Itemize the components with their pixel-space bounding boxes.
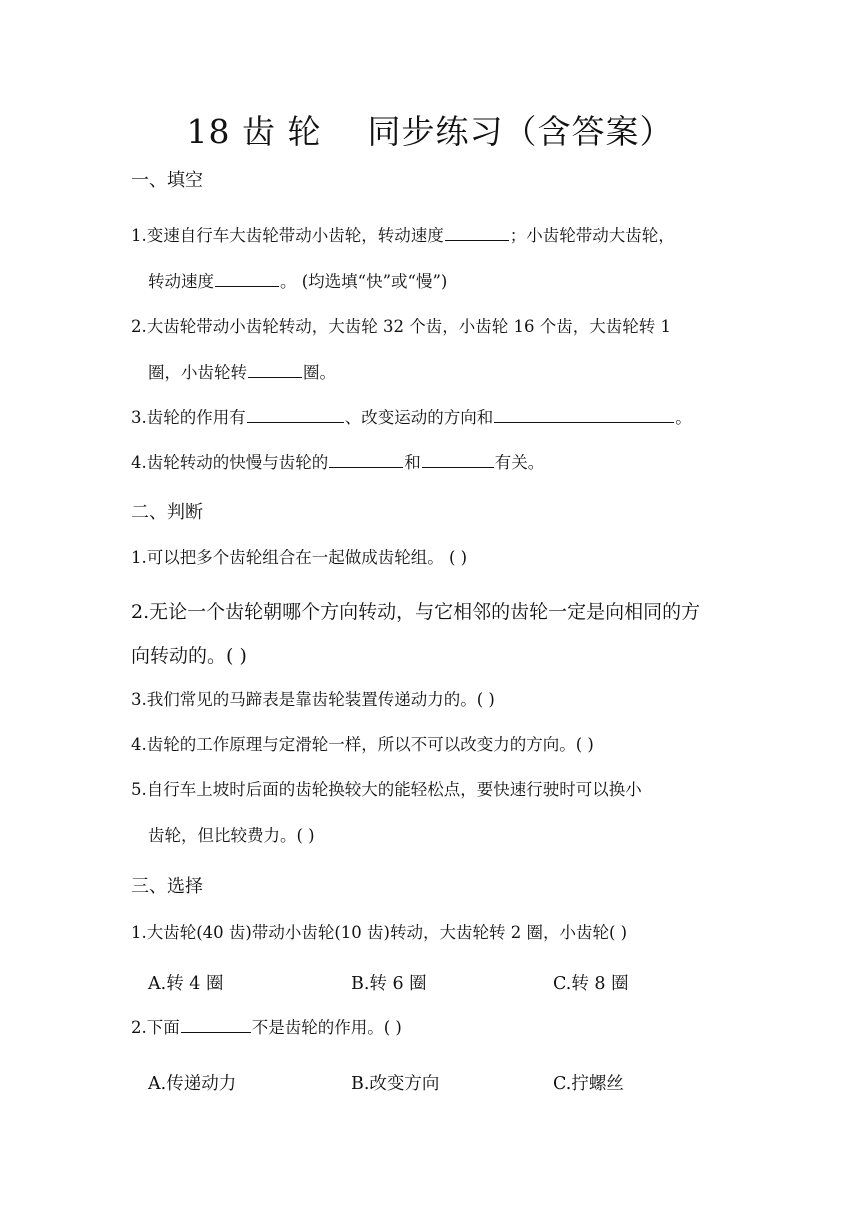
question-text: 圈，小齿轮转 (148, 363, 247, 382)
choice-question-2 (131, 1016, 402, 1040)
judge-question-3: 3.我们常见的马蹄表是靠齿轮装置传递动力的。( ) (131, 690, 495, 709)
question-text: ；小齿轮带动大齿轮， (509, 226, 675, 245)
question-text: 转动速度 (148, 272, 214, 291)
fill-question-3 (131, 406, 692, 430)
answer-blank (247, 406, 344, 423)
question-text: 。 (均选填“快”或“慢”) (280, 272, 448, 291)
question-text: 有关。 (494, 453, 545, 472)
question-text: 不是齿轮的作用。( ) (251, 1018, 402, 1037)
choice-2-option-a: A.传递动力 (148, 1074, 237, 1094)
choice-2-option-b: B.改变方向 (351, 1074, 440, 1094)
answer-blank (329, 451, 403, 468)
fill-question-1-line-1 (131, 224, 675, 248)
page-title: 18 齿 轮 同步练习（含答案） (186, 112, 674, 151)
question-text: 1.变速自行车大齿轮带动小齿轮，转动速度 (131, 226, 444, 245)
question-text: 。 (675, 408, 692, 427)
answer-blank (181, 1016, 251, 1033)
judge-question-1: 1.可以把多个齿轮组合在一起做成齿轮组。 ( ) (131, 548, 468, 567)
section-heading-judge: 二、判断 (131, 502, 203, 523)
section-heading-choice: 三、选择 (131, 876, 203, 897)
judge-question-2-line-1: 2.无论一个齿轮朝哪个方向转动，与它相邻的齿轮一定是向相同的方 (131, 601, 701, 623)
answer-blank (215, 270, 279, 287)
fill-question-2-line-1: 2.大齿轮带动小齿轮转动，大齿轮 32 个齿，小齿轮 16 个齿，大齿轮转 1 (131, 317, 671, 336)
answer-blank (494, 406, 674, 423)
answer-blank (248, 361, 302, 378)
choice-question-1: 1.大齿轮(40 齿)带动小齿轮(10 齿)转动，大齿轮转 2 圈，小齿轮( ) (131, 923, 628, 942)
section-heading-fill: 一、填空 (131, 170, 203, 191)
judge-question-5-line-2: 齿轮，但比较费力。( ) (148, 826, 315, 845)
choice-1-option-c: C.转 8 圈 (553, 974, 629, 994)
judge-question-4: 4.齿轮的工作原理与定滑轮一样，所以不可以改变力的方向。( ) (131, 735, 594, 754)
judge-question-5-line-1: 5.自行车上坡时后面的齿轮换较大的能轻松点，要快速行驶时可以换小 (131, 780, 642, 799)
question-text: 3.齿轮的作用有 (131, 408, 246, 427)
question-text: 2.下面 (131, 1018, 180, 1037)
question-text: 圈。 (303, 363, 336, 382)
fill-question-2-line-2 (148, 361, 336, 385)
choice-1-option-b: B.转 6 圈 (351, 974, 427, 994)
answer-blank (422, 451, 494, 468)
answer-blank (445, 224, 509, 241)
fill-question-4 (131, 451, 544, 475)
question-text: 、改变运动的方向和 (344, 408, 494, 427)
choice-2-option-c: C.拧螺丝 (553, 1074, 624, 1094)
choice-1-option-a: A.转 4 圈 (148, 974, 224, 994)
question-text: 和 (404, 453, 421, 472)
fill-question-1-line-2 (148, 270, 447, 294)
judge-question-2-line-2: 向转动的。( ) (131, 645, 247, 667)
question-text: 4.齿轮转动的快慢与齿轮的 (131, 453, 329, 472)
